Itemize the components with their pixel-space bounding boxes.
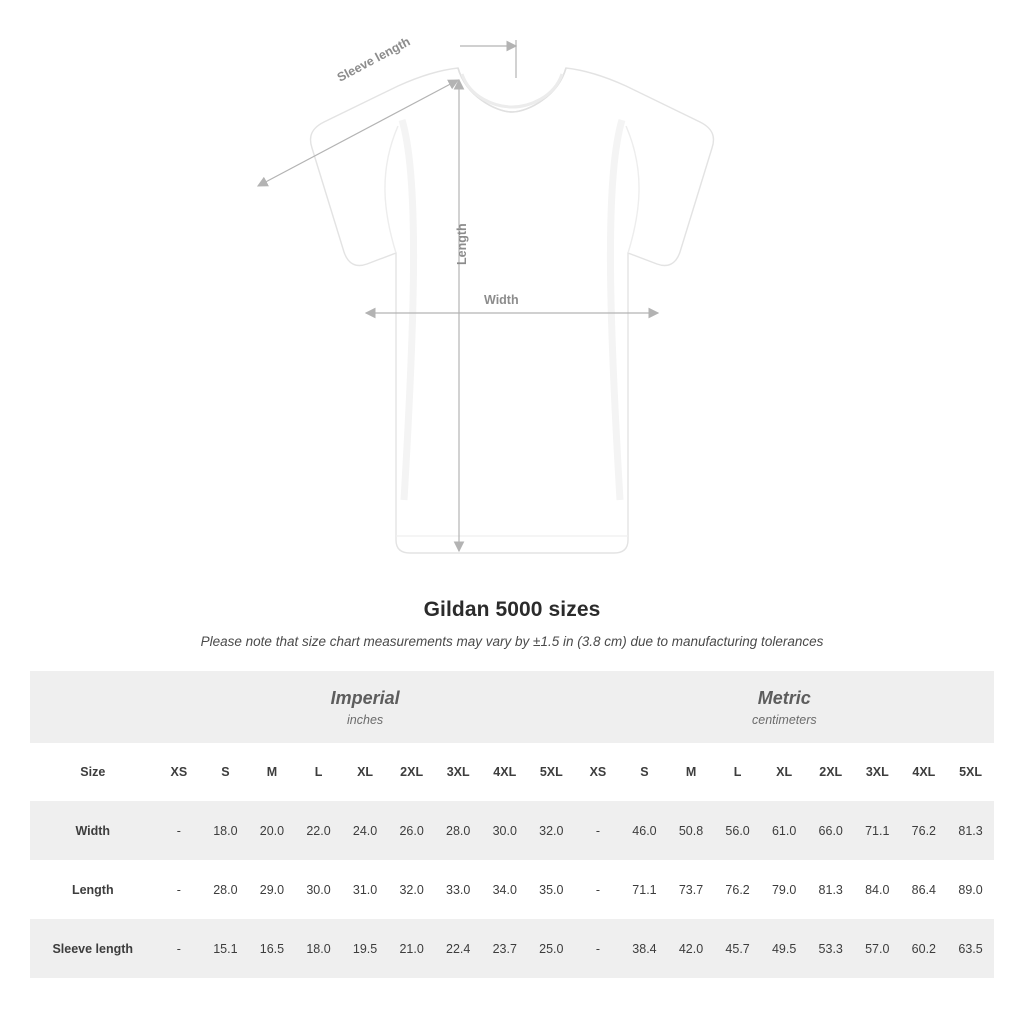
cell-length-imperial-xs: - [156,860,203,919]
cell-length-imperial-m: 29.0 [249,860,296,919]
col-head-metric-xl: XL [761,743,808,801]
tshirt-shape [311,68,714,553]
label-length: Length [455,223,469,265]
label-sleeve-length: Sleeve length [334,34,413,85]
cell-sleeve-metric-3xl: 57.0 [854,919,901,978]
cell-length-metric-2xl: 81.3 [807,860,854,919]
col-head-metric-4xl: 4XL [901,743,948,801]
size-table-wrapper [30,671,994,978]
col-head-imperial-4xl: 4XL [481,743,528,801]
col-head-metric-5xl: 5XL [947,743,994,801]
col-head-metric-l: L [714,743,761,801]
cell-length-imperial-l: 30.0 [295,860,342,919]
cell-width-metric-2xl: 66.0 [807,801,854,860]
cell-length-imperial-xl: 31.0 [342,860,389,919]
cell-length-metric-m: 73.7 [668,860,715,919]
size-table [30,671,994,978]
cell-length-metric-5xl: 89.0 [947,860,994,919]
col-head-imperial-2xl: 2XL [388,743,435,801]
cell-sleeve-imperial-l: 18.0 [295,919,342,978]
cell-length-imperial-2xl: 32.0 [388,860,435,919]
cell-length-imperial-s: 28.0 [202,860,249,919]
cell-width-imperial-2xl: 26.0 [388,801,435,860]
unit-metric-sub: centimeters [752,712,817,727]
cell-sleeve-imperial-m: 16.5 [249,919,296,978]
cell-length-metric-xs: - [575,860,622,919]
unit-header-metric [575,671,994,743]
cell-sleeve-metric-s: 38.4 [621,919,668,978]
cell-sleeve-metric-4xl: 60.2 [901,919,948,978]
cell-sleeve-imperial-4xl: 23.7 [481,919,528,978]
cell-sleeve-metric-l: 45.7 [714,919,761,978]
col-head-imperial-l: L [295,743,342,801]
cell-sleeve-metric-xs: - [575,919,622,978]
row-label-sleeve-length: Sleeve length [30,919,156,978]
cell-width-imperial-m: 20.0 [249,801,296,860]
cell-width-metric-l: 56.0 [714,801,761,860]
cell-width-imperial-4xl: 30.0 [481,801,528,860]
row-label-width: Width [30,801,156,860]
col-head-imperial-s: S [202,743,249,801]
cell-length-imperial-3xl: 33.0 [435,860,482,919]
col-head-imperial-3xl: 3XL [435,743,482,801]
size-corner-label: Size [30,743,156,801]
cell-sleeve-metric-m: 42.0 [668,919,715,978]
size-header-row [30,743,994,801]
table-row [30,801,994,860]
cell-length-metric-s: 71.1 [621,860,668,919]
cell-width-metric-xs: - [575,801,622,860]
col-head-metric-xs: XS [575,743,622,801]
col-head-imperial-5xl: 5XL [528,743,575,801]
col-head-metric-2xl: 2XL [807,743,854,801]
cell-length-metric-xl: 79.0 [761,860,808,919]
label-width: Width [484,293,519,307]
page-title: Gildan 5000 sizes [423,598,601,621]
cell-sleeve-metric-2xl: 53.3 [807,919,854,978]
cell-length-metric-3xl: 84.0 [854,860,901,919]
cell-width-imperial-xs: - [156,801,203,860]
cell-sleeve-imperial-2xl: 21.0 [388,919,435,978]
cell-width-imperial-3xl: 28.0 [435,801,482,860]
col-head-imperial-xs: XS [156,743,203,801]
cell-sleeve-metric-xl: 49.5 [761,919,808,978]
cell-length-metric-4xl: 86.4 [901,860,948,919]
unit-imperial-sub: inches [347,712,384,727]
tolerance-note: Please note that size chart measurements may vary by ±1.5 in (3.8 cm) due to manufacturing tolerances [200,634,824,649]
table-row [30,860,994,919]
row-label-length: Length [30,860,156,919]
unit-header-row [30,671,994,743]
cell-sleeve-metric-5xl: 63.5 [947,919,994,978]
cell-width-imperial-l: 22.0 [295,801,342,860]
table-row [30,919,994,978]
cell-width-imperial-xl: 24.0 [342,801,389,860]
col-head-imperial-xl: XL [342,743,389,801]
cell-sleeve-imperial-xl: 19.5 [342,919,389,978]
unit-header-spacer [30,671,156,743]
cell-length-imperial-4xl: 34.0 [481,860,528,919]
col-head-metric-m: M [668,743,715,801]
title-block [0,598,1024,649]
cell-width-metric-m: 50.8 [668,801,715,860]
cell-length-imperial-5xl: 35.0 [528,860,575,919]
cell-width-metric-5xl: 81.3 [947,801,994,860]
cell-sleeve-imperial-s: 15.1 [202,919,249,978]
cell-length-metric-l: 76.2 [714,860,761,919]
cell-width-metric-xl: 61.0 [761,801,808,860]
cell-sleeve-imperial-xs: - [156,919,203,978]
unit-imperial-title: Imperial [330,688,400,709]
col-head-imperial-m: M [249,743,296,801]
col-head-metric-3xl: 3XL [854,743,901,801]
cell-width-imperial-s: 18.0 [202,801,249,860]
unit-header-imperial [156,671,575,743]
cell-width-imperial-5xl: 32.0 [528,801,575,860]
cell-sleeve-imperial-3xl: 22.4 [435,919,482,978]
cell-width-metric-3xl: 71.1 [854,801,901,860]
cell-width-metric-s: 46.0 [621,801,668,860]
cell-sleeve-imperial-5xl: 25.0 [528,919,575,978]
col-head-metric-s: S [621,743,668,801]
cell-width-metric-4xl: 76.2 [901,801,948,860]
unit-metric-title: Metric [757,688,811,709]
